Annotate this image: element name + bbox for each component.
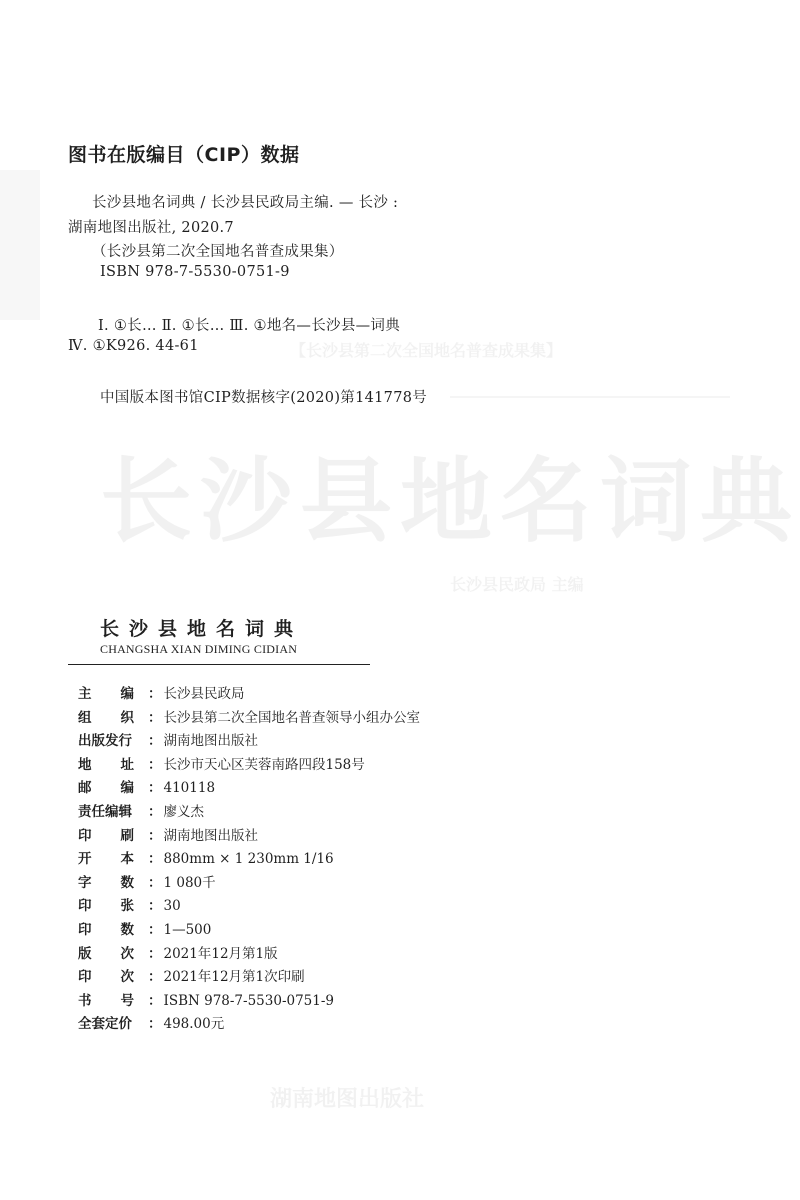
imprint-colon: ： [148, 969, 162, 986]
imprint-colon: ： [148, 992, 162, 1009]
imprint-label: 责任编辑 [78, 803, 132, 820]
imprint-value: 湖南地图出版社 [163, 733, 258, 750]
show-through-block [0, 170, 40, 320]
imprint-colon: ： [148, 803, 162, 820]
imprint-row [78, 824, 578, 848]
imprint-label: 印 次 [78, 969, 134, 986]
imprint-label: 字 数 [78, 874, 134, 891]
imprint-label: 书 号 [78, 992, 134, 1009]
imprint-row [78, 871, 578, 895]
imprint-row [78, 1012, 578, 1036]
imprint-value: 1—500 [163, 921, 212, 938]
cip-line-title: 长沙县地名词典 / 长沙县民政局主编. — 长沙 : [92, 195, 399, 211]
imprint-label: 版 次 [78, 945, 134, 962]
imprint-value: 长沙市天心区芙蓉南路四段158号 [163, 756, 365, 773]
imprint-label: 开 本 [78, 851, 134, 868]
imprint-value: 880mm × 1 230mm 1/16 [163, 851, 334, 868]
imprint-colon: ： [148, 921, 162, 938]
cip-line-subjects: Ⅰ. ①长… Ⅱ. ①长… Ⅲ. ①地名—长沙县—词典 [98, 318, 401, 334]
imprint-row [78, 894, 578, 918]
imprint-colon: ： [148, 686, 162, 702]
imprint-row [78, 753, 578, 777]
imprint-value: 2021年12月第1版 [163, 945, 278, 962]
imprint-label: 印 刷 [78, 827, 134, 844]
imprint-row [78, 800, 578, 824]
imprint-label: 主 编 [78, 686, 134, 702]
imprint-row [78, 965, 578, 989]
imprint-colon: ： [148, 709, 162, 726]
imprint-row [78, 942, 578, 966]
imprint-value: 410118 [163, 780, 216, 797]
imprint-row [78, 682, 578, 706]
imprint-value: 2021年12月第1次印刷 [163, 969, 305, 986]
show-through-rule [450, 396, 730, 398]
imprint-colon: ： [148, 733, 162, 750]
imprint-label: 地 址 [78, 756, 134, 773]
imprint-colon: ： [148, 874, 162, 891]
imprint-row [78, 776, 578, 800]
show-through-series: 【长沙县第二次全国地名普查成果集】 [290, 341, 563, 360]
imprint-value: ISBN 978-7-5530-0751-9 [163, 992, 335, 1009]
cip-line-series: （长沙县第二次全国地名普查成果集） [92, 244, 344, 260]
imprint-row [78, 729, 578, 753]
imprint-colon: ： [148, 827, 162, 844]
cip-line-publisher: 湖南地图出版社, 2020.7 [68, 220, 234, 236]
imprint-colon: ： [148, 898, 162, 915]
imprint-value: 1 080千 [163, 874, 216, 891]
imprint-value: 湖南地图出版社 [163, 827, 258, 844]
imprint-value: 长沙县第二次全国地名普查领导小组办公室 [163, 709, 420, 726]
imprint-value: 廖义杰 [163, 803, 204, 820]
show-through-publisher: 湖南地图出版社 [270, 1086, 425, 1112]
imprint-row [78, 989, 578, 1013]
imprint-colon: ： [148, 851, 162, 868]
imprint-row [78, 918, 578, 942]
title-divider [68, 664, 370, 665]
imprint-colon: ： [148, 756, 162, 773]
cip-heading: 图书在版编目（CIP）数据 [68, 144, 300, 166]
imprint-label: 印 张 [78, 898, 134, 915]
imprint-label: 组 织 [78, 709, 134, 726]
imprint-value: 498.00元 [163, 1016, 225, 1033]
imprint-value: 长沙县民政局 [163, 686, 245, 702]
imprint-label: 全套定价 [78, 1016, 132, 1033]
imprint-label: 出版发行 [78, 733, 132, 750]
imprint-colon: ： [148, 780, 162, 797]
imprint-colon: ： [148, 945, 162, 962]
cip-line-classification: Ⅳ. ①K926. 44-61 [68, 338, 199, 354]
imprint-colon: ： [148, 1016, 162, 1033]
book-title: 长沙县地名词典 [100, 618, 304, 640]
imprint-value: 30 [163, 898, 181, 915]
imprint-table [78, 682, 578, 1036]
imprint-row [78, 706, 578, 730]
book-pinyin-title: CHANGSHA XIAN DIMING CIDIAN [100, 642, 298, 656]
show-through-title: 长沙县地名词典 [100, 447, 800, 555]
imprint-row [78, 847, 578, 871]
show-through-author: 长沙县民政局 主编 [450, 575, 584, 594]
cip-line-isbn: ISBN 978-7-5530-0751-9 [100, 264, 290, 280]
imprint-label: 印 数 [78, 921, 134, 938]
imprint-label: 邮 编 [78, 780, 134, 797]
cip-line-record-number: 中国版本图书馆CIP数据核字(2020)第141778号 [100, 390, 428, 406]
